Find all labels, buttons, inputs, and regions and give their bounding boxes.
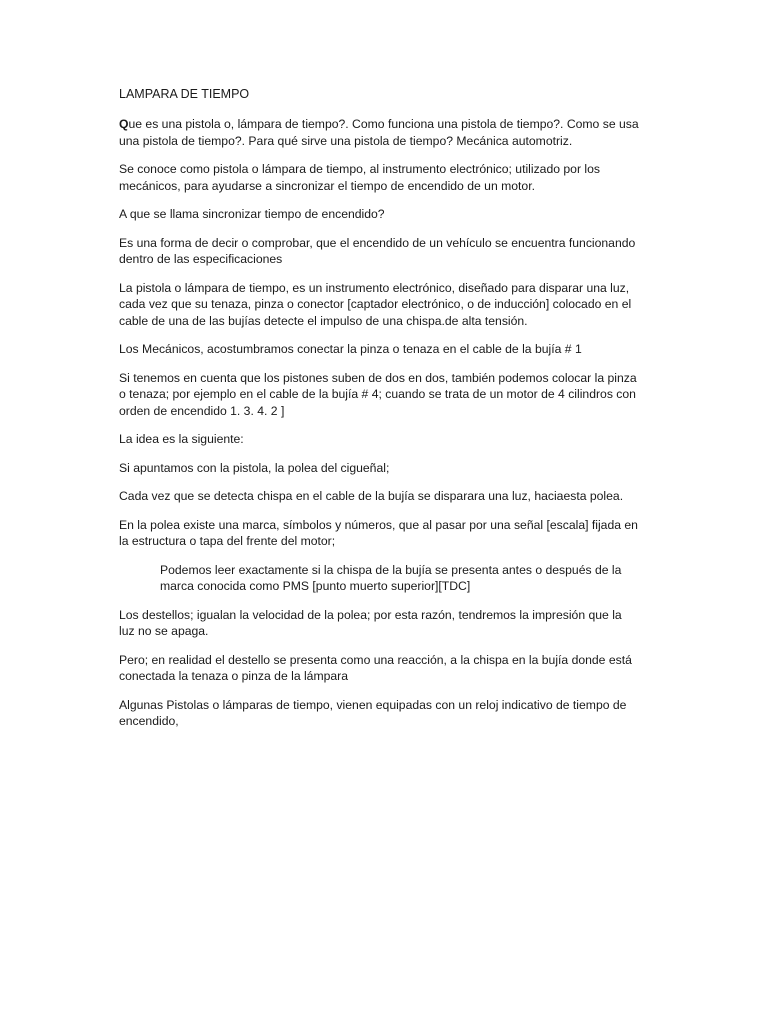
paragraph-12-indented: Podemos leer exactamente si la chispa de la bujía se presenta antes o después de la marca conocida como PMS [punto muerto superior][TDC] (160, 562, 622, 593)
paragraph-1-text: ue es una pistola o, lámpara de tiempo?. Como funciona una pistola de tiempo?. Como se usa una pistola de tiempo?. Para qué sirve una pistola de tiempo? Mecánica automotriz. (119, 117, 639, 148)
paragraph-4: Es una forma de decir o comprobar, que el encendido de un vehículo se encuentra funcionando dentro de las especificaciones (119, 235, 636, 266)
paragraph-1 (119, 116, 639, 149)
paragraph-5: La pistola o lámpara de tiempo, es un instrumento electrónico, diseñado para disparar una luz, cada vez que su tenaza, pinza o conector [captador electrónico, o de inducción] colocado en el cable de una de las bujías detecte el impulso de una chispa.de alta tensión. (119, 280, 632, 328)
paragraph-9: Si apuntamos con la pistola, la polea del cigueñal; (119, 460, 390, 475)
document-title: LAMPARA DE TIEMPO (119, 87, 250, 101)
paragraph-13: Los destellos; igualan la velocidad de la polea; por esta razón, tendremos la impresión que la luz no se apaga. (119, 607, 622, 638)
paragraph-15: Algunas Pistolas o lámparas de tiempo, vienen equipadas con un reloj indicativo de tiempo de encendido, (119, 697, 627, 728)
paragraph-2: Se conoce como pistola o lámpara de tiempo, al instrumento electrónico; utilizado por los mecánicos, para ayudarse a sincronizar el tiempo de encendido de un motor. (119, 162, 600, 193)
document-page (119, 86, 639, 742)
paragraph-3: A que se llama sincronizar tiempo de encendido? (119, 207, 385, 221)
paragraph-14: Pero; en realidad el destello se presenta como una reacción, a la chispa en la bujía donde está conectada la tenaza o pinza de la lámpara (119, 652, 632, 683)
paragraph-10: Cada vez que se detecta chispa en el cable de la bujía se disparara una luz, haciaesta polea. (119, 489, 624, 503)
paragraph-11: En la polea existe una marca, símbolos y números, que al pasar por una señal [escala] fijada en la estructura o tapa del frente del motor; (119, 517, 638, 548)
paragraph-1-lead: Q (119, 117, 129, 131)
paragraph-6: Los Mecánicos, acostumbramos conectar la pinza o tenaza en el cable de la bujía # 1 (119, 342, 582, 356)
paragraph-7: Si tenemos en cuenta que los pistones suben de dos en dos, también podemos colocar la pinza o tenaza; por ejemplo en el cable de la bujía # 4; cuando se trata de un motor de 4 cilindros con orden de encendido 1. 3. 4. 2 ] (119, 370, 637, 418)
paragraph-8: La idea es la siguiente: (119, 432, 244, 446)
